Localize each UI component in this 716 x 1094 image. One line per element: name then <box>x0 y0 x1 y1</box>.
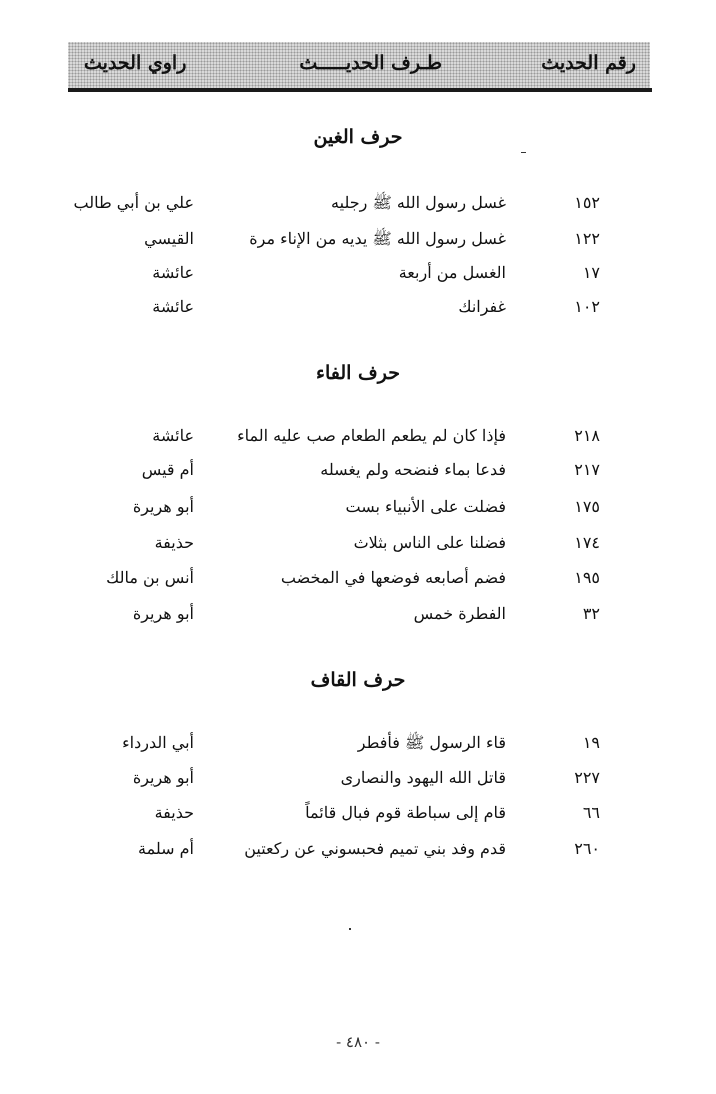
section-title-fa: حرف الفاء <box>316 362 400 384</box>
header-rule <box>68 88 652 92</box>
header-text-label: طـرف الحديـــــث <box>299 52 442 74</box>
hadith-text: غسل رسول الله ﷺ رجليه <box>331 193 506 212</box>
table-row <box>0 568 716 598</box>
header-number-label: رقم الحديث <box>541 52 636 74</box>
table-row <box>0 193 716 223</box>
hadith-number: ١٧٥ <box>574 497 600 516</box>
hadith-narrator: علي بن أبي طالب <box>73 193 194 212</box>
hadith-narrator: أبي الدرداء <box>122 733 194 752</box>
table-row <box>0 497 716 527</box>
hadith-narrator: عائشة <box>152 263 194 282</box>
hadith-narrator: القيسي <box>144 229 194 248</box>
hadith-number: ٢٢٧ <box>574 768 600 787</box>
hadith-text: غسل رسول الله ﷺ يديه من الإناء مرة <box>249 229 506 248</box>
speck <box>349 928 351 930</box>
table-row <box>0 263 716 293</box>
hadith-number: ٣٢ <box>582 604 600 623</box>
table-row <box>0 839 716 869</box>
hadith-narrator: عائشة <box>152 297 194 316</box>
hadith-narrator: حذيفة <box>154 533 194 552</box>
hadith-number: ٢١٨ <box>574 426 600 445</box>
hadith-text: قدم وفد بني تميم فحبسوني عن ركعتين <box>244 839 506 858</box>
hadith-narrator: أبو هريرة <box>132 604 194 623</box>
table-row <box>0 426 716 456</box>
hadith-narrator: حذيفة <box>154 803 194 822</box>
hadith-number: ١٩ <box>582 733 600 752</box>
header-narrator-label: راوي الحديث <box>84 52 187 74</box>
hadith-number: ١٠٢ <box>574 297 600 316</box>
hadith-number: ١٧٤ <box>574 533 600 552</box>
hadith-narrator: أنس بن مالك <box>106 568 194 587</box>
page-number: - ٤٨٠ - <box>336 1033 380 1051</box>
hadith-text: فضم أصابعه فوضعها في المخضب <box>280 568 506 587</box>
hadith-narrator: أم قيس <box>141 460 194 479</box>
hadith-number: ١٩٥ <box>574 568 600 587</box>
hadith-text: فدعا بماء فنضحه ولم يغسله <box>320 460 506 479</box>
hadith-text: الغسل من أربعة <box>398 263 506 282</box>
hadith-narrator: عائشة <box>152 426 194 445</box>
hadith-narrator: أم سلمة <box>138 839 194 858</box>
section-title-ghayn: حرف الغين <box>313 126 403 148</box>
hadith-narrator: أبو هريرة <box>132 497 194 516</box>
hadith-text: الفطرة خمس <box>413 604 506 623</box>
table-row <box>0 803 716 833</box>
table-row <box>0 460 716 490</box>
speck <box>521 152 526 153</box>
hadith-number: ١٥٢ <box>574 193 600 212</box>
hadith-text: فضلت على الأنبياء بست <box>345 497 506 516</box>
hadith-text: فإذا كان لم يطعم الطعام صب عليه الماء <box>237 426 506 445</box>
hadith-number: ١٧ <box>582 263 600 282</box>
table-row <box>0 229 716 259</box>
table-row <box>0 768 716 798</box>
section-title-qaf: حرف القاف <box>310 669 406 691</box>
table-header <box>68 42 650 88</box>
hadith-narrator: أبو هريرة <box>132 768 194 787</box>
hadith-number: ١٢٢ <box>574 229 600 248</box>
hadith-number: ٢١٧ <box>574 460 600 479</box>
hadith-text: قاتل الله اليهود والنصارى <box>340 768 506 787</box>
table-row <box>0 604 716 634</box>
hadith-text: قام إلى سباطة قوم فبال قائماً <box>305 803 506 822</box>
table-row <box>0 733 716 763</box>
table-row <box>0 297 716 327</box>
hadith-text: غفرانك <box>458 297 506 316</box>
hadith-text: قاء الرسول ﷺ فأفطر <box>357 733 506 752</box>
hadith-number: ٢٦٠ <box>574 839 600 858</box>
table-row <box>0 533 716 563</box>
hadith-number: ٦٦ <box>582 803 600 822</box>
hadith-text: فضلنا على الناس بثلاث <box>353 533 506 552</box>
